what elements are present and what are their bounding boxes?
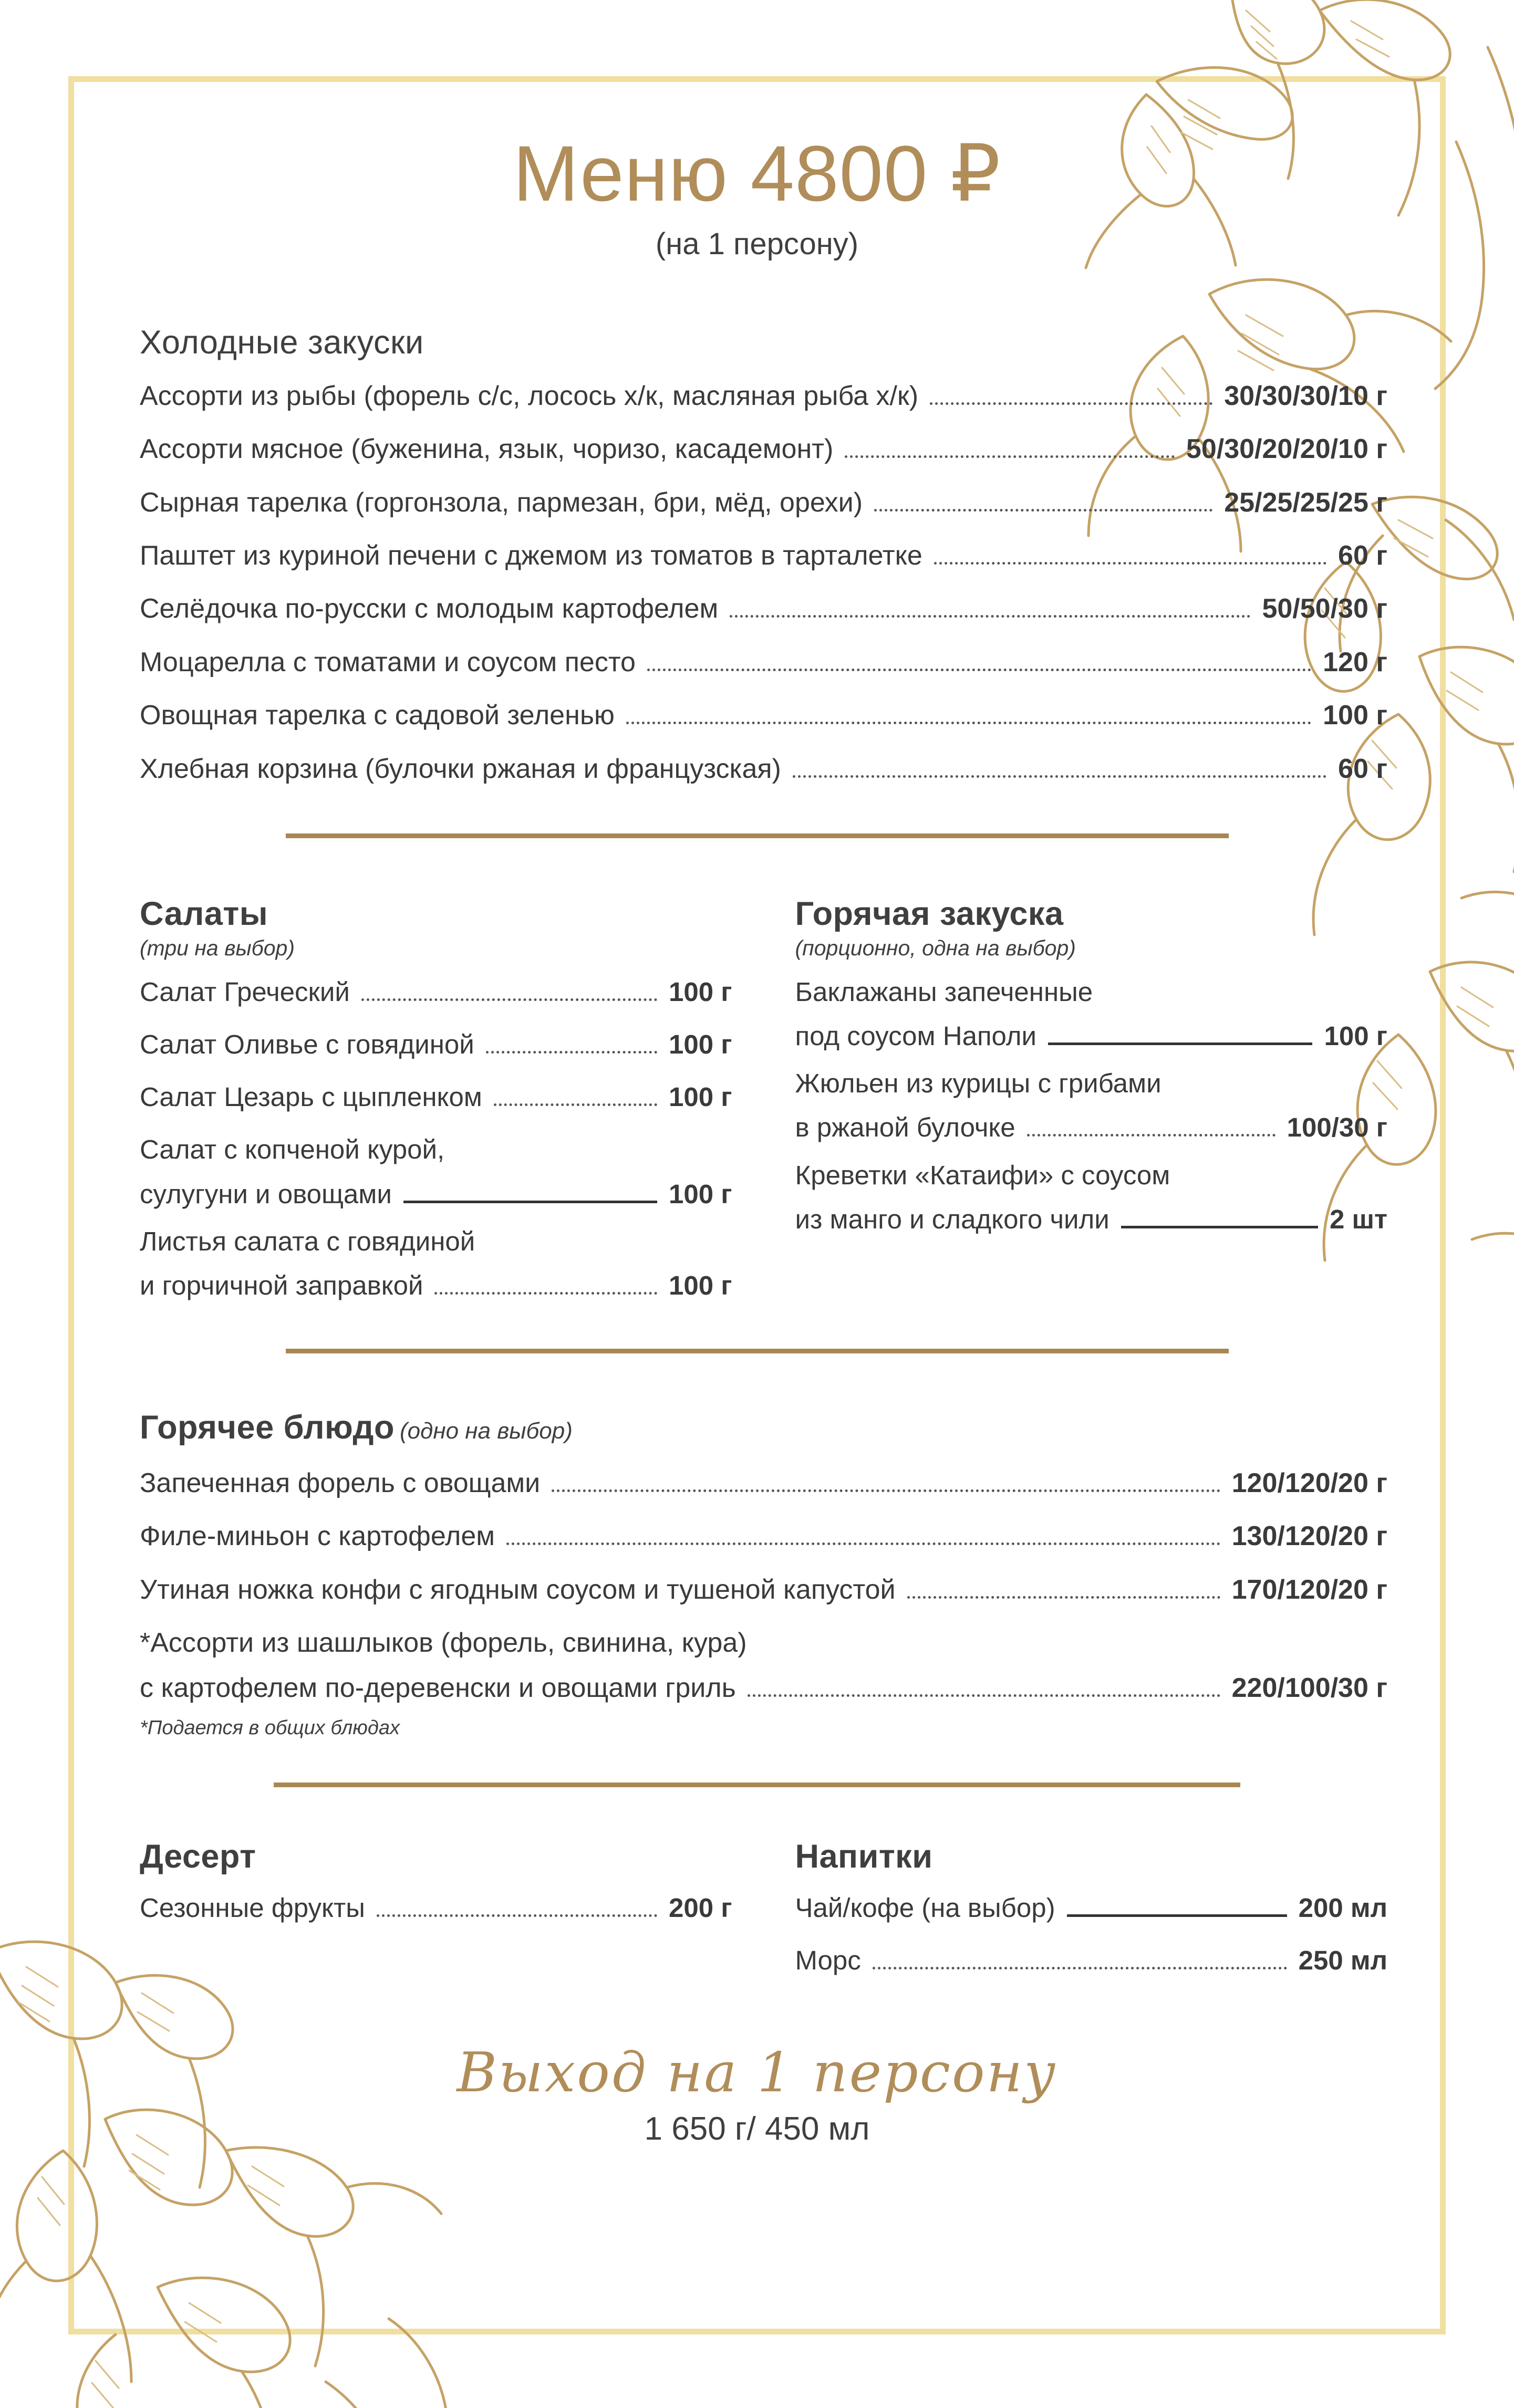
column-drinks: [795, 1838, 1388, 1997]
item-name: Овощная тарелка с садовой зеленью: [140, 700, 615, 731]
item-price: 120 г: [1323, 647, 1387, 677]
dessert-items-list: [140, 1892, 732, 1924]
menu-row: [795, 1068, 1388, 1143]
dot-leader: [934, 562, 1326, 565]
section-dessert-and-drinks: [127, 1838, 1387, 1997]
dot-leader: [1027, 1134, 1276, 1137]
section-note-salads: (три на выбор): [140, 935, 295, 960]
column-hot-appetizer: [795, 895, 1388, 1317]
cold-items-list: [140, 380, 1387, 785]
page-title: Меню 4800 ₽: [513, 129, 1001, 217]
item-price: 200 мл: [1298, 1892, 1387, 1923]
item-price: 50/30/20/20/10 г: [1186, 434, 1387, 465]
section-main-dish: [127, 1409, 1387, 1739]
item-price: 120/120/20 г: [1231, 1468, 1387, 1499]
menu-row: [140, 1467, 1387, 1499]
hot-appetizer-items-list: [795, 976, 1388, 1235]
menu-row: [140, 1520, 1387, 1552]
dot-leader: [434, 1292, 657, 1295]
item-price: 25/25/25/25 г: [1224, 487, 1387, 518]
item-name-line1: Баклажаны запеченные: [795, 976, 1093, 1007]
footer-script-text: Выход на 1 персону: [457, 2040, 1057, 2105]
dot-leader: [845, 455, 1175, 458]
section-heading-main: Горячее блюдо: [140, 1409, 395, 1446]
menu-row: [140, 487, 1387, 519]
section-note-hot-appetizer: (порционно, одна на выбор): [795, 935, 1076, 960]
menu-row: [795, 1160, 1388, 1235]
item-name: Сезонные фрукты: [140, 1892, 365, 1923]
item-name: Салат Оливье с говядиной: [140, 1029, 474, 1060]
item-price: 100 г: [668, 1029, 732, 1060]
menu-row: [140, 1134, 732, 1210]
item-name: Паштет из куриной печени с джемом из томатов в тарталетке: [140, 540, 922, 571]
menu-row: [140, 1574, 1387, 1606]
item-price: 100 г: [668, 1270, 732, 1300]
item-price: 220/100/30 г: [1231, 1672, 1387, 1703]
salads-items-list: [140, 976, 732, 1301]
section-heading-hot-appetizer: Горячая закуска: [795, 895, 1064, 932]
item-price: 2 шт: [1329, 1204, 1387, 1234]
menu-row: [795, 1892, 1388, 1924]
drinks-items-list: [795, 1892, 1388, 1976]
dot-leader: [748, 1694, 1220, 1697]
item-name-line1: Салат с копченой курой,: [140, 1134, 445, 1165]
section-heading-cold: Холодные закуски: [140, 324, 424, 361]
menu-row: [140, 1029, 732, 1060]
item-name-line2: под соусом Наполи: [795, 1021, 1037, 1051]
section-divider: [286, 1349, 1229, 1353]
item-name: Салат Греческий: [140, 976, 350, 1007]
dot-leader: [1067, 1914, 1287, 1917]
item-price: 130/120/20 г: [1231, 1521, 1387, 1552]
menu-row: [795, 1945, 1388, 1976]
dot-leader: [793, 775, 1326, 778]
item-name: Хлебная корзина (булочки ржаная и французская): [140, 753, 781, 784]
item-name: Запеченная форель с овощами: [140, 1468, 541, 1499]
item-name-line2: с картофелем по-деревенски и овощами гриль: [140, 1672, 736, 1703]
column-salads: [140, 895, 732, 1317]
dot-leader: [361, 998, 657, 1001]
menu-row: [795, 976, 1388, 1052]
menu-row: [140, 1226, 732, 1301]
section-heading-drinks: Напитки: [795, 1838, 933, 1875]
item-name-line2: и горчичной заправкой: [140, 1270, 423, 1300]
item-price: 170/120/20 г: [1231, 1574, 1387, 1605]
item-name: Филе-миньон с картофелем: [140, 1521, 495, 1552]
item-price: 100 г: [668, 976, 732, 1007]
section-divider: [286, 833, 1229, 838]
item-name: Моцарелла с томатами и соусом песто: [140, 647, 636, 677]
dot-leader: [730, 615, 1250, 618]
item-name: Морс: [795, 1945, 861, 1976]
menu-row: [140, 433, 1387, 465]
menu-row: [140, 1081, 732, 1113]
item-price: 100 г: [668, 1082, 732, 1112]
dot-leader: [494, 1103, 657, 1106]
item-name-line2: из манго и сладкого чили: [795, 1204, 1109, 1234]
section-cold-appetizers: [127, 324, 1387, 785]
item-price: 100 г: [668, 1179, 732, 1209]
item-name-line2: сулугуни и овощами: [140, 1179, 392, 1209]
item-name: Чай/кофе (на выбор): [795, 1892, 1055, 1923]
dot-leader: [874, 509, 1212, 512]
item-price: 30/30/30/10 г: [1224, 381, 1387, 411]
item-name-line2: в ржаной булочке: [795, 1112, 1015, 1143]
item-name: Ассорти мясное (буженина, язык, чоризо, касадемонт): [140, 434, 834, 465]
menu-header: [0, 0, 1514, 262]
dot-leader: [1121, 1226, 1318, 1228]
main-footnote: *Подается в общих блюдах: [140, 1716, 400, 1739]
dot-leader: [930, 402, 1212, 405]
menu-row: [140, 593, 1387, 625]
item-price: 250 мл: [1298, 1945, 1387, 1976]
section-salads-and-hot: [127, 895, 1387, 1317]
menu-footer: [0, 2042, 1514, 2147]
item-name-line1: Жюльен из курицы с грибами: [795, 1068, 1162, 1099]
dot-leader: [873, 1967, 1287, 1969]
item-name: Селёдочка по-русски с молодым картофелем: [140, 593, 719, 624]
dot-leader: [403, 1201, 657, 1203]
column-dessert: [140, 1838, 732, 1997]
item-price: 50/50/30 г: [1262, 593, 1387, 624]
item-price: 60 г: [1338, 753, 1387, 784]
menu-row: [140, 753, 1387, 785]
section-heading-dessert: Десерт: [140, 1838, 256, 1875]
menu-row: [140, 1892, 732, 1924]
menu-row: [140, 700, 1387, 732]
item-name: Ассорти из рыбы (форель с/с, лосось х/к, масляная рыба х/к): [140, 381, 919, 411]
item-price: 100 г: [1324, 1021, 1387, 1051]
item-name-line1: Креветки «Катаифи» с соусом: [795, 1160, 1170, 1190]
dot-leader: [506, 1542, 1220, 1545]
dot-leader: [377, 1914, 657, 1917]
dot-leader: [647, 669, 1311, 671]
section-divider: [274, 1782, 1240, 1787]
page-subtitle: (на 1 персону): [655, 227, 859, 261]
menu-row: [140, 380, 1387, 412]
item-name-line1: Листья салата с говядиной: [140, 1226, 475, 1256]
section-note-main: (одно на выбор): [399, 1418, 573, 1444]
dot-leader: [552, 1489, 1220, 1492]
item-price: 100/30 г: [1287, 1112, 1387, 1143]
footer-total-weight: 1 650 г/ 450 мл: [644, 2110, 870, 2147]
item-price: 60 г: [1338, 540, 1387, 571]
item-name: Сырная тарелка (горгонзола, пармезан, бри, мёд, орехи): [140, 487, 863, 518]
item-name-line1: *Ассорти из шашлыков (форель, свинина, кура): [140, 1628, 747, 1659]
item-price: 100 г: [1323, 700, 1387, 731]
item-price: 200 г: [668, 1892, 732, 1923]
dot-leader: [1048, 1043, 1312, 1045]
menu-row: [140, 1627, 1387, 1704]
dot-leader: [626, 722, 1311, 724]
menu-row: [140, 540, 1387, 572]
menu-row: [140, 647, 1387, 679]
section-heading-salads: Салаты: [140, 895, 268, 932]
dot-leader: [486, 1051, 657, 1054]
main-items-list: [140, 1467, 1387, 1704]
menu-row: [140, 976, 732, 1008]
item-name: Салат Цезарь с цыпленком: [140, 1082, 482, 1112]
item-name: Утиная ножка конфи с ягодным соусом и тушеной капустой: [140, 1574, 896, 1605]
dot-leader: [907, 1596, 1220, 1599]
